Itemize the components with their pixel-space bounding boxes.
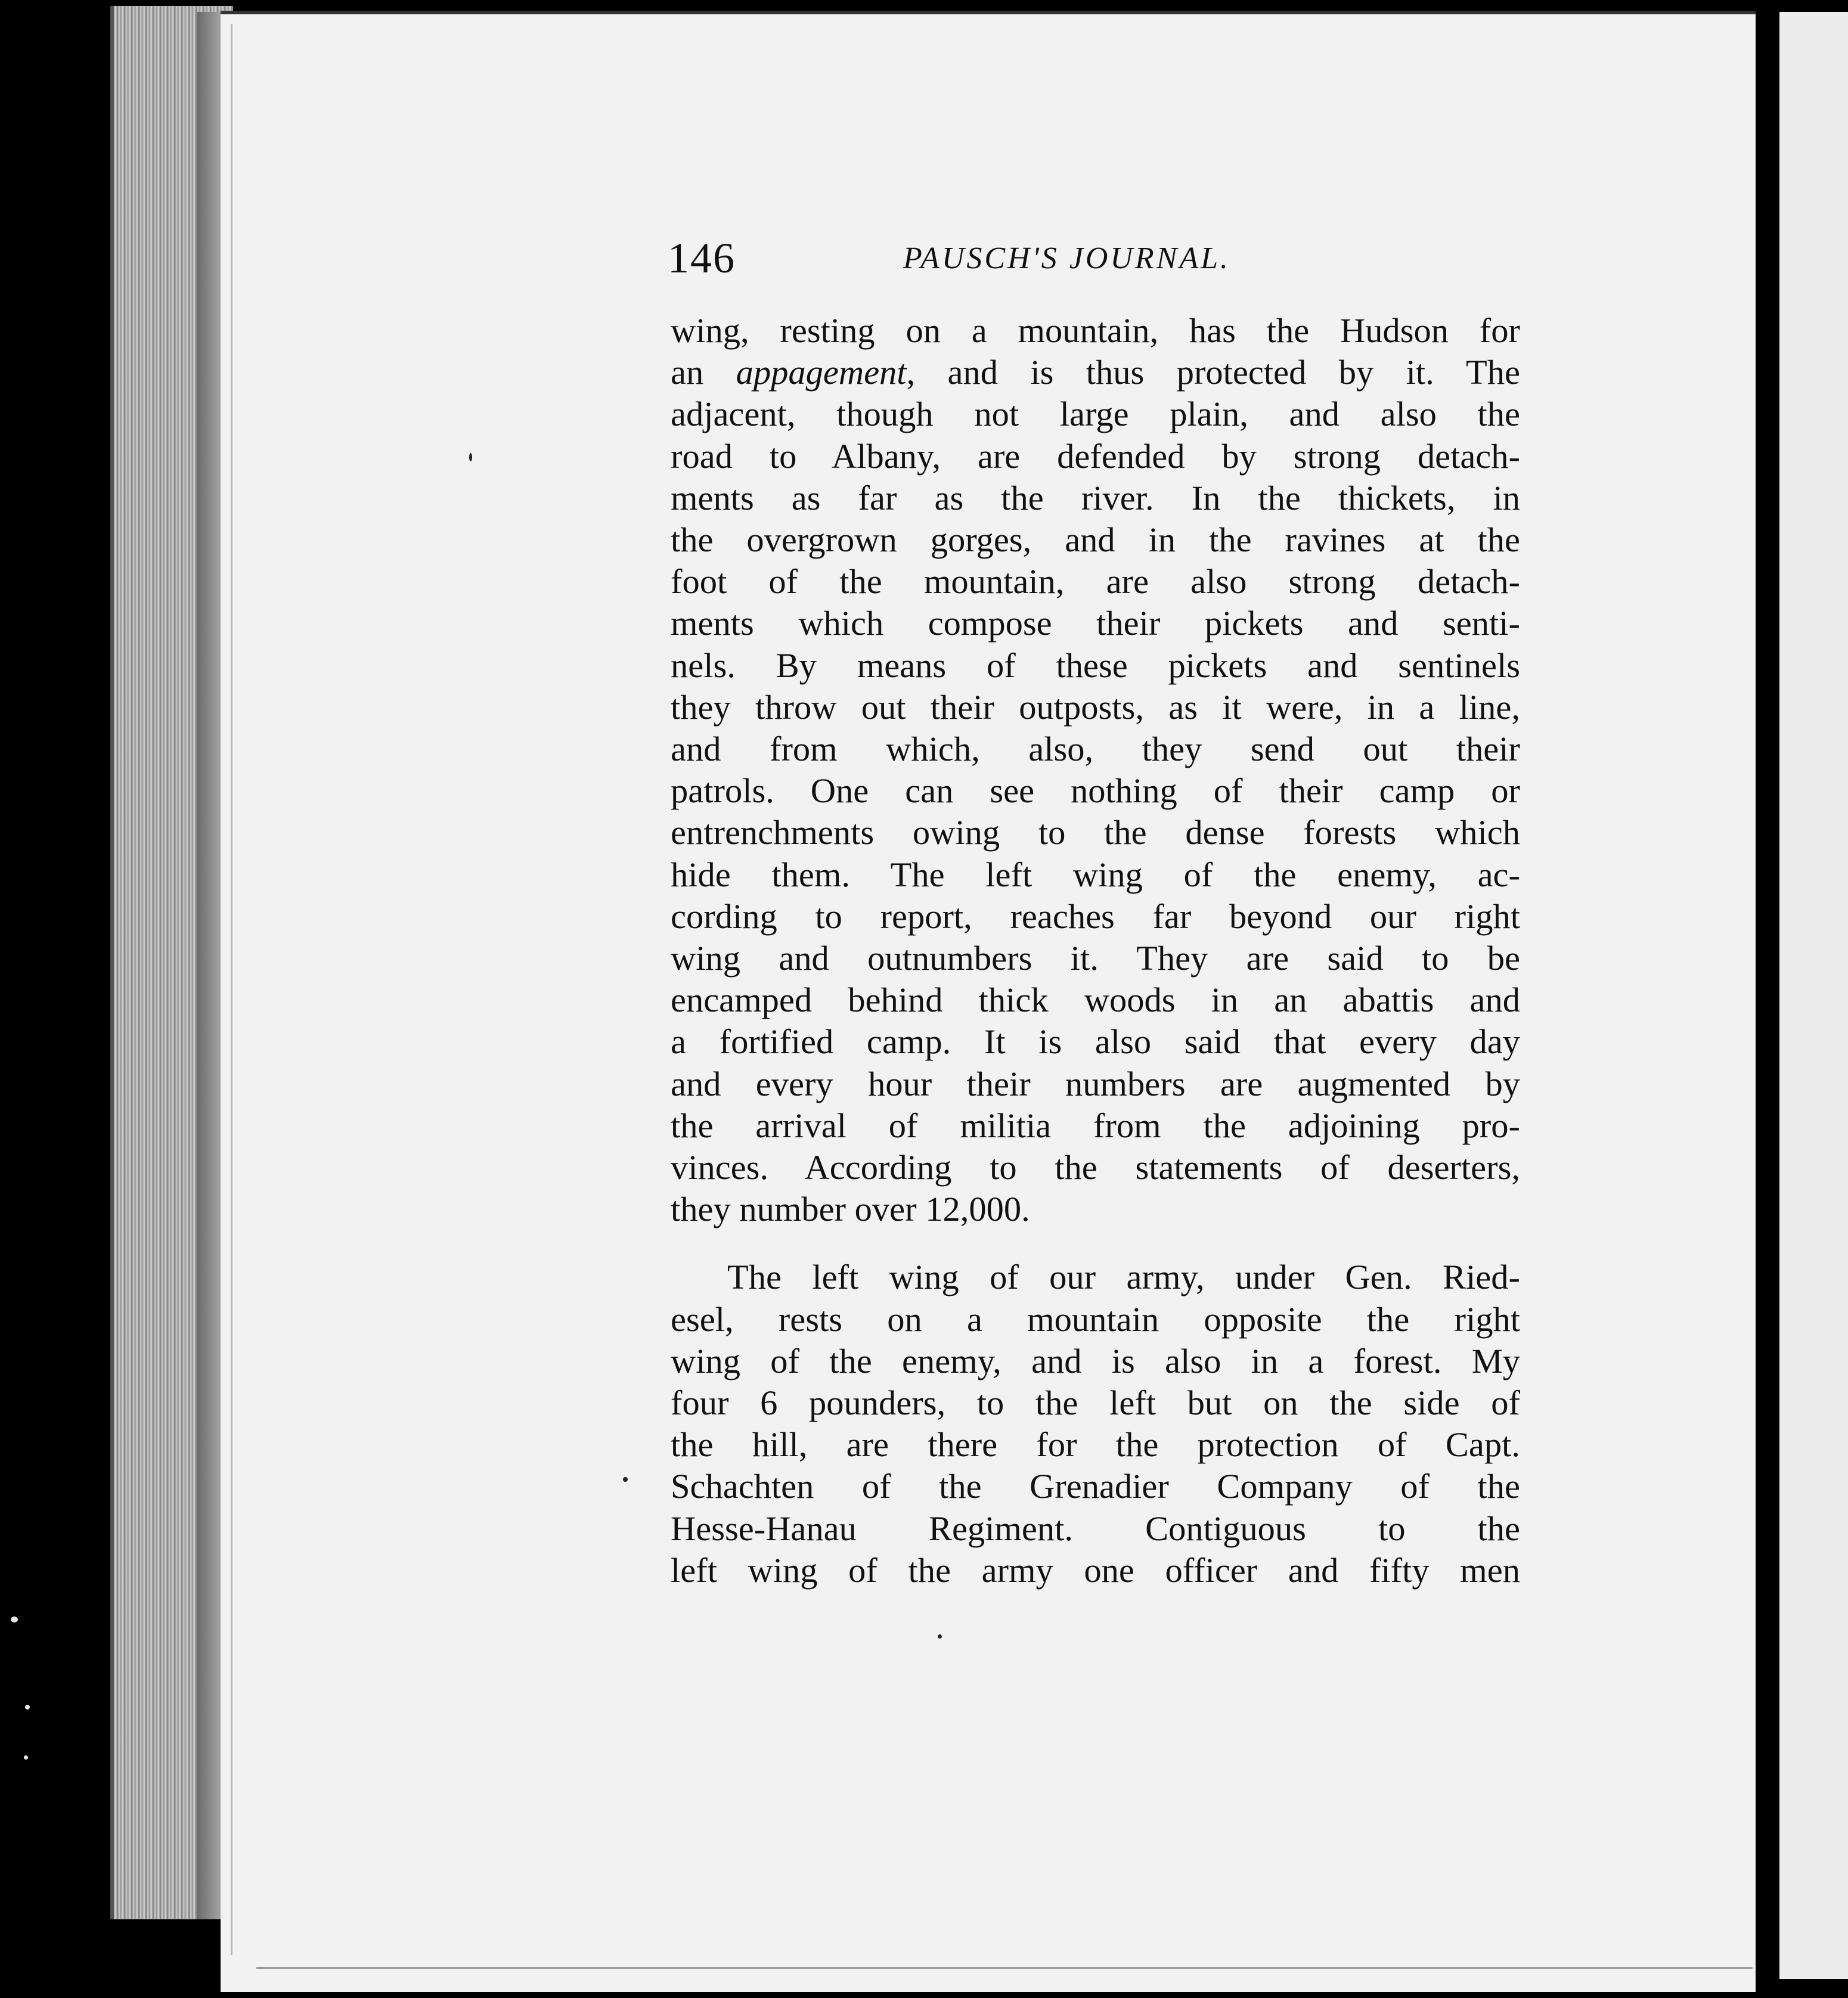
text-line: the overgrown gorges, and in the ravines at the (671, 520, 1520, 560)
page-bottom-edge (256, 1967, 1753, 1969)
running-head (668, 234, 1288, 287)
scan-speck (938, 1634, 942, 1639)
text-line: cording to report, reaches far beyond our right (671, 896, 1520, 936)
text-line: entrenchments owing to the dense forests which (671, 813, 1520, 852)
text-line: four 6 pounders, to the left but on the side of (671, 1383, 1520, 1423)
text-line: hide them. The left wing of the enemy, ac- (671, 855, 1520, 894)
scan-speck (24, 1755, 28, 1760)
text-segment: , and is thus protected by it. The (906, 353, 1520, 392)
text-line: left wing of the army one officer and fifty men (671, 1550, 1520, 1590)
scan-speck (11, 1617, 18, 1622)
text-line: the hill, are there for the protection of Capt. (671, 1425, 1520, 1465)
text-line: adjacent, though not large plain, and also the (671, 395, 1520, 434)
text-line (671, 352, 1520, 393)
text-line: ments as far as the river. In the thickets, in (671, 478, 1520, 517)
text-line: Hesse-Hanau Regiment. Contiguous to the (671, 1509, 1520, 1548)
text-line: they throw out their outposts, as it were, in a line, (671, 687, 1520, 727)
text-segment: an (671, 353, 704, 392)
text-line: ments which compose their pickets and senti- (671, 604, 1520, 643)
text-line: encamped behind thick woods in an abattis and (671, 981, 1520, 1020)
text-line: road to Albany, are defended by strong detach- (671, 436, 1520, 476)
text-line: and every hour their numbers are augmented by (671, 1064, 1520, 1103)
body-text (671, 310, 1520, 1591)
text-line: wing of the enemy, and is also in a forest. My (671, 1341, 1520, 1380)
paragraph-1 (671, 310, 1520, 1230)
text-line: foot of the mountain, are also strong detach- (671, 562, 1520, 601)
italic-term: appagement (736, 353, 907, 392)
text-line: The left wing of our army, under Gen. Ried- (727, 1258, 1520, 1297)
scan-speck (623, 1477, 628, 1482)
text-line: Schachten of the Grenadier Company of the (671, 1467, 1520, 1506)
text-line: the arrival of militia from the adjoining pro- (671, 1106, 1520, 1145)
text-line: nels. By means of these pickets and sentinels (671, 646, 1520, 685)
scan-speck (469, 453, 472, 461)
page-fold-line (231, 24, 232, 1955)
paragraph-2 (671, 1256, 1520, 1591)
page-number: 146 (668, 234, 736, 282)
running-head-title: PAUSCH'S JOURNAL. (903, 241, 1231, 275)
facing-page-edge (1779, 12, 1848, 1979)
text-line: and from which, also, they send out their (671, 730, 1520, 769)
gutter (1756, 0, 1769, 1998)
scan-speck (25, 1705, 30, 1710)
text-line: wing and outnumbers it. They are said to be (671, 939, 1520, 978)
text-line: a fortified camp. It is also said that every day (671, 1022, 1520, 1062)
text-line: they number over 12,000. (671, 1190, 1030, 1229)
text-line: patrols. One can see nothing of their camp or (671, 771, 1520, 811)
text-line: vinces. According to the statements of deserters, (671, 1148, 1520, 1187)
text-line: esel, rests on a mountain opposite the right (671, 1299, 1520, 1339)
text-line: wing, resting on a mountain, has the Hudson for (671, 311, 1520, 350)
